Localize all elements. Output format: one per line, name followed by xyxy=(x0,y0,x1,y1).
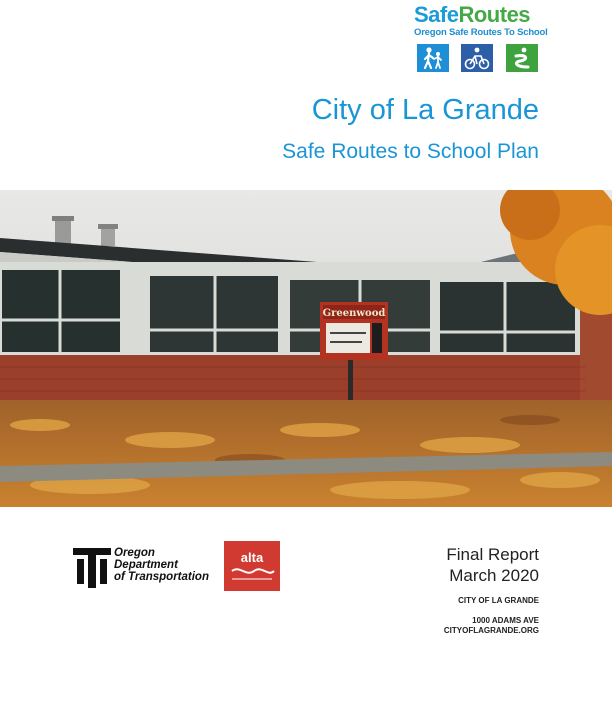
odot-line-2: Department xyxy=(114,559,178,571)
logo-title-routes: Routes xyxy=(458,2,531,27)
odot-line-1: Oregon xyxy=(114,547,155,559)
report-info xyxy=(444,544,539,636)
document-subtitle: Safe Routes to School Plan xyxy=(282,140,539,163)
report-date: March 2020 xyxy=(449,566,539,585)
cover-photo xyxy=(0,190,612,507)
bicycle-icon xyxy=(461,44,493,72)
saferoutes-logo-title xyxy=(414,2,546,28)
sign-text: Greenwood xyxy=(322,308,386,319)
alta-logo xyxy=(224,541,280,591)
logo-title-safe: Safe xyxy=(414,2,459,27)
report-city: CITY OF LA GRANDE xyxy=(458,596,539,605)
route-icon xyxy=(506,44,538,72)
odot-line-3: of Transportation xyxy=(114,571,209,583)
report-website: CITYOFLAGRANDE.ORG xyxy=(443,626,539,635)
saferoutes-logo-subtitle: Oregon Safe Routes To School xyxy=(414,27,548,38)
odot-logo-text xyxy=(114,547,209,583)
odot-logo-mark xyxy=(71,546,113,595)
walking-icon xyxy=(417,44,449,72)
report-title: Final Report xyxy=(446,545,539,564)
alta-logo-text: alta xyxy=(240,550,264,565)
document-title: City of La Grande xyxy=(311,94,539,126)
report-address: 1000 ADAMS AVE xyxy=(472,616,539,625)
